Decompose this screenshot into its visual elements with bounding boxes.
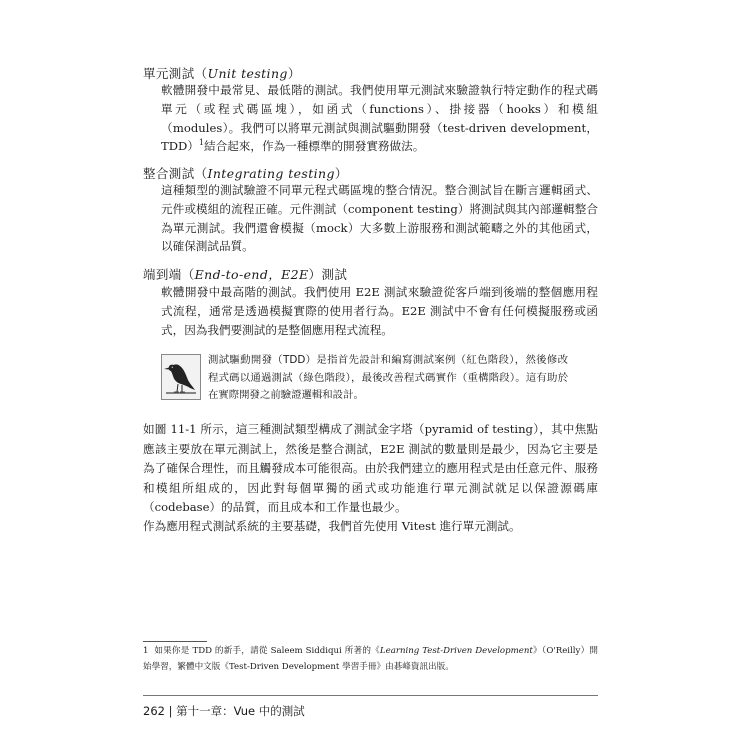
- heading-text: 單元測試（: [143, 66, 208, 81]
- chapter-title: 第十一章：Vue 中的測試: [176, 704, 305, 718]
- e2e-testing-heading: [143, 265, 347, 283]
- body-paragraph: 如圖 11-1 所示，這三種測試類型構成了測試金字塔（pyramid of testing），其中焦點應該主要放在單元測試上，然後是整合測試，E2E 測試的數量則是最少，因為它主要是為了確保合理性，而且觸發成本可能很高。由於我們建立的應用程式是由任意元件、服務和模組所組成的，因此對每個單獨的函式或功能進行單元測試就足以保證源碼庫（codebase）的品質，而且成本和工作量也最少。: [143, 422, 598, 514]
- footnote-text: 》（O'Reilly）開始學習，繁體中文版《Test-Driven Development 學習手冊》由碁峰資訊出版。: [143, 646, 598, 672]
- footnote-book-title: Learning Test-Driven Development: [379, 646, 533, 656]
- heading-english-term: Unit testing: [207, 66, 288, 81]
- heading-text: 端到端（: [143, 267, 195, 282]
- footnote-reference[interactable]: 1: [198, 138, 205, 148]
- footnote-divider: [143, 641, 207, 642]
- footer-separator: |: [164, 704, 177, 718]
- integration-testing-description: 這種類型的測試驗證不同單元程式碼區塊的整合情況。整合測試旨在斷言邏輯函式、元件或模組的流程正確。元件測試（component testing）將測試與其內部邏輯整合為單元測試。我們還會模擬（mock）大多數上游服務和測試範疇之外的其他函式，以確保測試品質。: [161, 183, 598, 254]
- heading-english-term: End-to-end，E2E: [194, 267, 309, 282]
- note-block: [161, 352, 598, 404]
- heading-text: ）: [287, 66, 301, 81]
- unit-testing-description: [161, 81, 598, 156]
- heading-english-term: Integrating testing: [207, 166, 335, 181]
- heading-text: ）: [334, 166, 348, 181]
- footnote-text: 如果你是 TDD 的新手，請從 Saleem Siddiqui 所著的《: [154, 646, 380, 656]
- heading-text: 整合測試（: [143, 166, 208, 181]
- page-footer: [143, 703, 305, 719]
- description-text: 軟體開發中最常見、最低階的測試。我們使用單元測試來驗證執行特定動作的程式碼單元（或程式碼區塊），如函式（functions）、掛接器（hooks）和模組（modules）。我們可以將單元測試與測試驅動開發（test-driven development，TDD）: [161, 83, 598, 154]
- page-number: 262: [143, 704, 165, 718]
- footnote: [143, 644, 598, 675]
- note-text: 測試驅動開發（TDD）是指首先設計和編寫測試案例（紅色階段），然後修改程式碼以通過測試（綠色階段），最後改善程式碼實作（重構階段）。這有助於在實際開發之前驗證邏輯和設計。: [208, 354, 568, 401]
- body-paragraph: 作為應用程式測試系統的主要基礎，我們首先使用 Vitest 進行單元測試。: [143, 519, 521, 533]
- book-page: [143, 0, 598, 750]
- heading-text: ）測試: [308, 267, 348, 282]
- unit-testing-heading: [143, 64, 301, 82]
- description-text: 結合起來，作為一種標準的開發實務做法。: [204, 139, 425, 154]
- crow-icon: [161, 354, 201, 400]
- e2e-testing-description: 軟體開發中最高階的測試。我們使用 E2E 測試來驗證從客戶端到後端的整個應用程式流程，通常是透過模擬實際的使用者行為。E2E 測試中不會有任何模擬服務或函式，因為我們要測試的是整個應用程式流程。: [161, 285, 598, 337]
- integration-testing-heading: [143, 164, 348, 182]
- footnote-number: 1: [143, 646, 149, 656]
- footer-divider: [143, 695, 598, 696]
